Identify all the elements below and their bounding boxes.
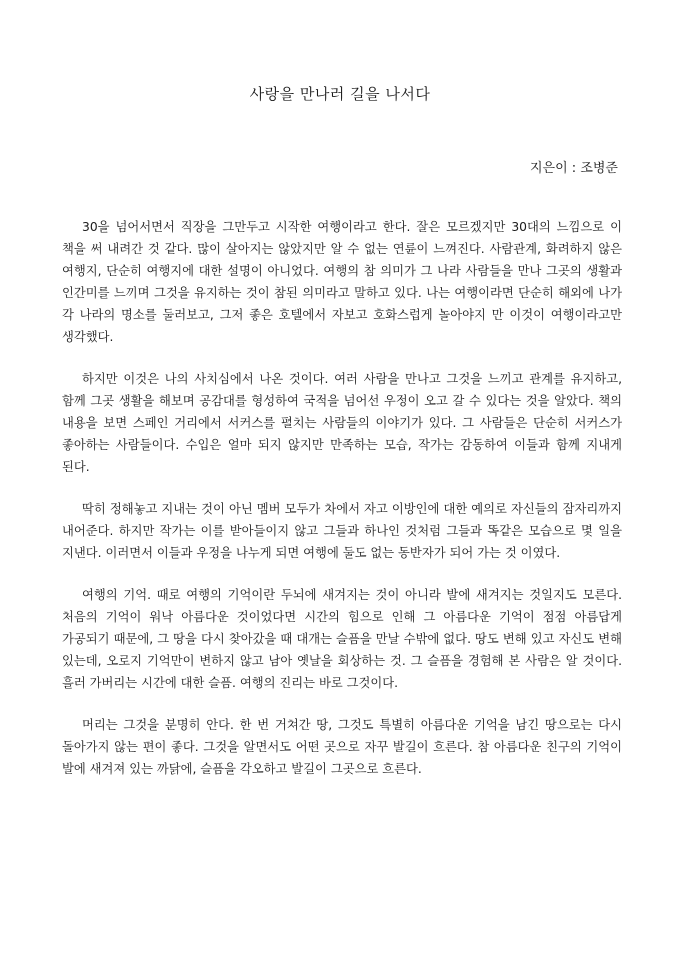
document-body — [62, 216, 622, 800]
paragraph: 여행의 기억. 때로 여행의 기억이란 두뇌에 새겨지는 것이 아니라 발에 새겨지는 것일지도 모른다. 처음의 기억이 워낙 아름다운 것이었다면 시간의 힘으로 인해 그 아름다운 기억이 점점 아름답게 가공되기 때문에, 그 땅을 다시 찾아갔을 때 대개는 슬픔을 만날 수밖에 없다. 땅도 변해 있고 자신도 변해 있는데, 오로지 기억만이 변하지 않고 남아 옛날을 회상하는 것. 그 슬픔을 경험해 본 사람은 알 것이다. 흘러 가버리는 시간에 대한 슬픔. 여행의 진리는 바로 그것이다. — [62, 588, 622, 690]
paragraph: 딱히 정해놓고 지내는 것이 아닌 멤버 모두가 차에서 자고 이방인에 대한 예의로 자신들의 잠자리까지 내어준다. 하지만 작가는 이를 받아들이지 않고 그들과 하나인 것처럼 그들과 똑같은 모습으로 몇 일을 지낸다. 이러면서 이들과 우정을 나누게 되면 여행에 둘도 없는 동반자가 되어 가는 것 이였다. — [62, 502, 622, 560]
paragraph: 머리는 그것을 분명히 안다. 한 번 거쳐간 땅, 그것도 특별히 아름다운 기억을 남긴 땅으로는 다시 돌아가지 않는 편이 좋다. 그것을 알면서도 어떤 곳으로 자꾸 발길이 흐른다. 참 아름다운 친구의 기억이 발에 새겨져 있는 까닭에, 슬픔을 각오하고 발길이 그곳으로 흐른다. — [62, 718, 622, 776]
author-line: 지은이 : 조병준 — [530, 161, 618, 176]
paragraph: 하지만 이것은 나의 사치심에서 나온 것이다. 여러 사람을 만나고 그것을 느끼고 관계를 유지하고, 함께 그곳 생활을 해보며 공감대를 형성하여 국적을 넘어선 우정이 오고 갈 수 있다는 것을 알았다. 책의 내용을 보면 스페인 거리에서 서커스를 펼치는 사람들의 이야기가 있다. 그 사람들은 단순히 서커스가 좋아하는 사람들이다. 수입은 얼마 되지 않지만 만족하는 모습, 작가는 감동하여 이들과 함께 지내게 된다. — [62, 372, 622, 474]
paragraph: 30을 넘어서면서 직장을 그만두고 시작한 여행이라고 한다. 잘은 모르겠지만 30대의 느낌으로 이 책을 써 내려간 것 같다. 많이 살아지는 않았지만 알 수 없는 연륜이 느껴진다. 사람관계, 화려하지 않은 여행지, 단순히 여행지에 대한 설명이 아니었다. 여행의 참 의미가 그 나라 사람들을 만나 그곳의 생활과 인간미를 느끼며 그것을 유지하는 것이 참된 의미라고 말하고 있다. 나는 여행이라면 단순히 해외에 나가 각 나라의 명소를 둘러보고, 그저 좋은 호텔에서 자보고 호화스럽게 놀아야지 만 이것이 여행이라고만 생각했다. — [62, 220, 622, 344]
document-title: 사랑을 만나러 길을 나서다 — [249, 85, 431, 103]
